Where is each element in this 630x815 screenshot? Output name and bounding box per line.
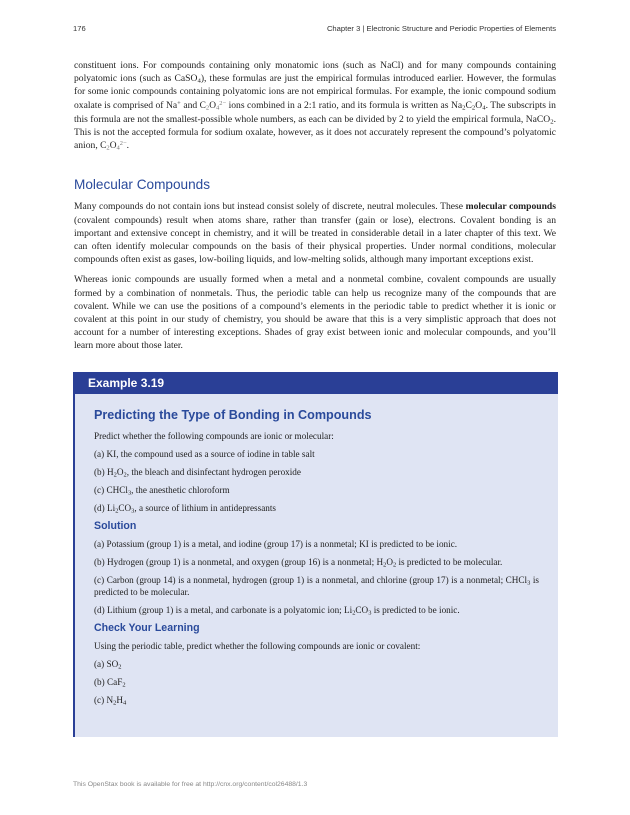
main-content: [74, 59, 556, 360]
check-your-learning-heading: Check Your Learning: [94, 622, 200, 635]
check-item: (a) $SO_2$: [94, 659, 122, 672]
paragraph-ionic-formulas: constituent ions. For compounds containing only monatomic ions (such as NaCl) and for many compounds containing polyatomic ions (such as CaSO$_4$), these formulas are just the empirical formulas introduced earlier. However, the formulas for some ionic compounds containing polyatomic ions are not empirical formulas. For example, the ionic compound sodium oxalate is comprised of Na+ and $C_2O_4^{2-}$ ions combined in a 2:1 ratio, and its formula is written as $Na_2C_2O_4$. The subscripts in this formula are not the smallest-possible whole numbers, as each can be divided by 2 to yield the empirical formula, NaCO$_2$. This is not the accepted formula for sodium oxalate, however, as it does not accurately represent the compound’s polyatomic anion, $C_2O_4^{2-}$.: [74, 60, 556, 152]
check-item: (c) $N_2H_4$: [94, 695, 127, 708]
term-molecular-compounds: molecular compounds: [465, 201, 556, 213]
solution-item: (d) Lithium (group 1) is a metal, and carbonate is a polyatomic ion; $Li_2CO_3$ is predicted to be ionic.: [94, 605, 460, 618]
example-title: Predicting the Type of Bonding in Compounds: [94, 408, 372, 422]
paragraph-molecular-compounds: Many compounds do not contain ions but instead consist solely of discrete, neutral molecules. These molecular compounds (covalent compounds) result when atoms share, rather than transfer (gain or lose), electrons. Covalent bonding is an important and extensive concept in chemistry, and it will be treated in considerable detail in a later chapter of this text. We can often identify molecular compounds on the basis of their physical properties. Under normal conditions, molecular compounds often exist as gases, low-boiling liquids, and low-melting solids, although many important exceptions exist.: [74, 201, 556, 266]
solution-item: (c) Carbon (group 14) is a nonmetal, hydrogen (group 1) is a nonmetal, and chlorine (group 17) is a nonmetal; CHCl$_3$ is predicted to be molecular.: [94, 575, 539, 598]
example-box: [73, 372, 558, 737]
list-item: (b) $H_2O_2$, the bleach and disinfectant hydrogen peroxide: [94, 467, 301, 479]
solution-item: (b) Hydrogen (group 1) is a nonmetal, and oxygen (group 16) is a nonmetal; $H_2O_2$ is predicted to be molecular.: [94, 557, 503, 569]
solution-heading: Solution: [94, 520, 137, 532]
list-item: (c) CHCl$_3$, the anesthetic chloroform: [94, 485, 230, 497]
page-footer: This OpenStax book is available for free at http://cnx.org/content/col26488/1.3: [73, 781, 308, 788]
check-item: (b) CaF$_2$: [94, 677, 126, 690]
example-prompt: Predict whether the following compounds are ionic or molecular:: [94, 431, 334, 441]
check-prompt: Using the periodic table, predict whether the following compounds are ionic or covalent:: [94, 641, 421, 652]
paragraph-covalent-vs-ionic: Whereas ionic compounds are usually formed when a metal and a nonmetal combine, covalent compounds are usually formed by a combination of nonmetals. Thus, the periodic table can help us recognize many of the compounds that are covalent. While we can use the positions of a compound’s elements in the periodic table to predict whether it is ionic or covalent at this point in our study of chemistry, you should be aware that this is a very simplistic approach that does not account for a number of interesting exceptions. Shades of gray exist between ionic and molecular compounds, and you’ll learn more about those later.: [74, 274, 556, 352]
example-body: [75, 394, 558, 707]
list-item: (d) $Li_2CO_3$, a source of lithium in antidepressants: [94, 503, 276, 515]
chapter-title: Chapter 3 | Electronic Structure and Periodic Properties of Elements: [326, 24, 556, 33]
solution-item: (a) Potassium (group 1) is a metal, and iodine (group 17) is a nonmetal; KI is predicted to be ionic.: [94, 539, 458, 549]
example-label: Example 3.19: [75, 372, 558, 394]
page-number: 176: [73, 24, 86, 33]
oxalate-ion-formula: $C_2O_4^{2-}$: [100, 140, 127, 152]
list-item: (a) KI, the compound used as a source of iodine in table salt: [94, 449, 315, 459]
oxalate-ion-formula: $C_2O_4^{2-}$: [199, 99, 227, 112]
section-heading: Molecular Compounds: [74, 177, 211, 193]
